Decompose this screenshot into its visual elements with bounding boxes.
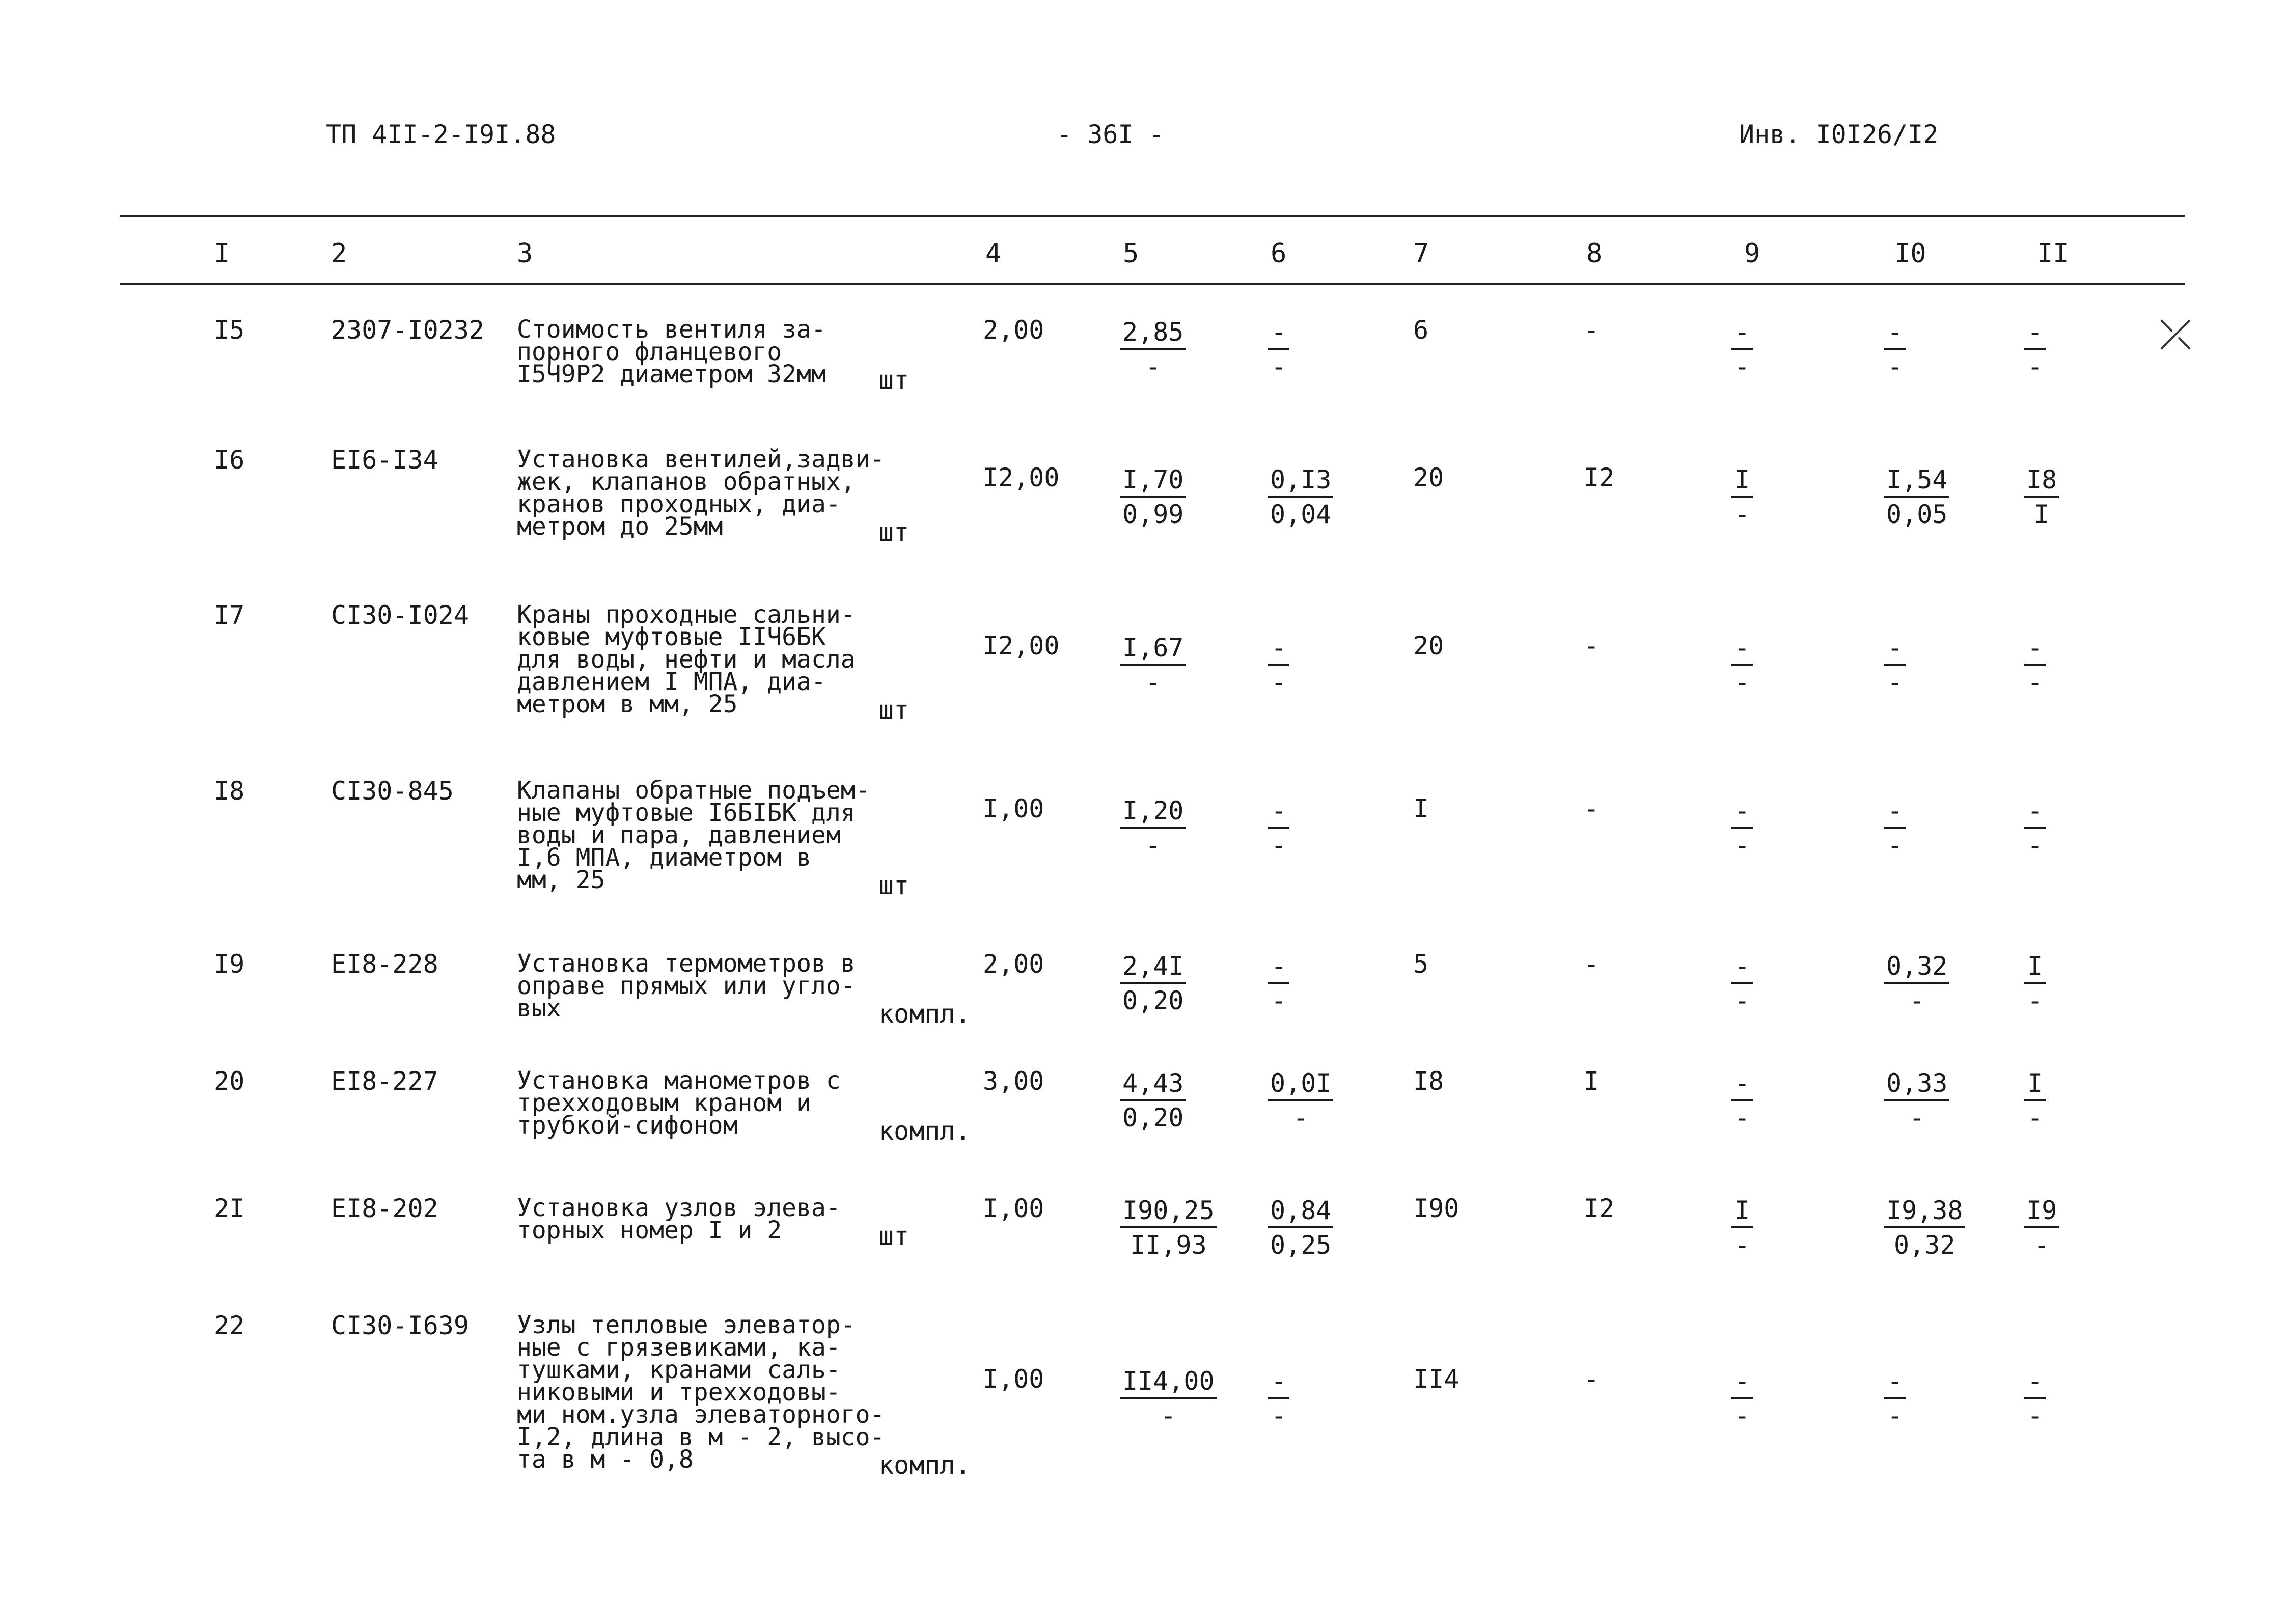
fraction-denominator: - bbox=[1887, 831, 1903, 860]
fraction-denominator: - bbox=[1734, 352, 1750, 381]
fraction-numerator: - bbox=[1884, 631, 1906, 666]
fraction-denominator: - bbox=[1887, 352, 1903, 381]
description-line: никовыми и трехходовы- bbox=[517, 1378, 841, 1407]
fraction-denominator: - bbox=[1293, 1103, 1309, 1133]
fraction-denominator: - bbox=[2027, 668, 2043, 697]
fraction-numerator: - bbox=[1268, 1364, 1289, 1399]
price-code: ЕI8-227 bbox=[331, 1066, 438, 1096]
column-7-value: 5 bbox=[1413, 949, 1429, 979]
fraction-cell bbox=[1884, 1194, 1965, 1262]
unit-of-measure: шт bbox=[878, 695, 910, 725]
column-header: 7 bbox=[1413, 238, 1429, 269]
fraction-numerator: 2,4I bbox=[1120, 949, 1186, 984]
fraction-cell bbox=[1731, 463, 1753, 531]
unit-of-measure: шт bbox=[878, 517, 910, 547]
price-code: СI30-845 bbox=[331, 776, 454, 806]
description-line: Установка узлов элева- bbox=[517, 1194, 841, 1222]
work-description bbox=[517, 1311, 885, 1474]
table-header-rule bbox=[120, 283, 2185, 285]
fraction-numerator: - bbox=[1884, 794, 1906, 829]
column-header: 3 bbox=[517, 238, 533, 269]
fraction-cell bbox=[1884, 1364, 1906, 1433]
fraction-numerator: - bbox=[1884, 1364, 1906, 1399]
description-line: та в м - 0,8 bbox=[517, 1445, 694, 1474]
fraction-cell bbox=[1731, 631, 1753, 699]
description-line: ные муфтовые I6БIБК для bbox=[517, 799, 856, 827]
fraction-denominator: - bbox=[1734, 986, 1750, 1015]
quantity: I,00 bbox=[983, 1194, 1044, 1223]
description-line: Установка термометров в bbox=[517, 949, 856, 978]
price-code: ЕI8-228 bbox=[331, 949, 438, 979]
description-line: Установка манометров с bbox=[517, 1066, 841, 1095]
fraction-cell bbox=[1731, 315, 1753, 383]
description-line: кранов проходных, диа- bbox=[517, 490, 841, 518]
fraction-cell bbox=[1884, 315, 1906, 383]
fraction-denominator: - bbox=[2027, 1103, 2043, 1133]
fraction-cell bbox=[1884, 794, 1906, 862]
description-line: жек, клапанов обратных, bbox=[517, 467, 856, 496]
fraction-numerator: I9 bbox=[2024, 1194, 2059, 1228]
column-header: 6 bbox=[1271, 238, 1287, 269]
column-8-value: I bbox=[1584, 1066, 1600, 1096]
column-header: 8 bbox=[1586, 238, 1603, 269]
column-7-value: I8 bbox=[1413, 1066, 1444, 1096]
fraction-numerator: I bbox=[2024, 949, 2046, 984]
fraction-numerator: I,54 bbox=[1884, 463, 1949, 498]
column-7-value: I bbox=[1413, 794, 1429, 823]
description-line: Краны проходные сальни- bbox=[517, 600, 856, 629]
fraction-numerator: - bbox=[2024, 1364, 2046, 1399]
fraction-cell bbox=[1731, 1066, 1753, 1135]
description-line: вых bbox=[517, 994, 561, 1023]
fraction-numerator: - bbox=[1731, 794, 1753, 829]
fraction-cell bbox=[1884, 949, 1949, 1017]
description-line: оправе прямых или угло- bbox=[517, 972, 856, 1000]
unit-of-measure: шт bbox=[878, 871, 910, 900]
fraction-denominator: - bbox=[1734, 1401, 1750, 1430]
work-description bbox=[517, 600, 856, 719]
fraction-cell bbox=[1120, 794, 1186, 862]
work-description bbox=[517, 445, 885, 541]
fraction-denominator: - bbox=[2027, 1401, 2043, 1430]
column-8-value: - bbox=[1584, 315, 1600, 345]
row-number: I5 bbox=[214, 315, 245, 345]
fraction-numerator: - bbox=[2024, 315, 2046, 350]
fraction-cell bbox=[1731, 1194, 1753, 1262]
description-line: Стоимость вентиля за- bbox=[517, 315, 826, 344]
fraction-denominator: - bbox=[2027, 831, 2043, 860]
fraction-cell bbox=[2024, 794, 2046, 862]
fraction-cell bbox=[1884, 1066, 1949, 1135]
fraction-denominator: 0,20 bbox=[1122, 1103, 1184, 1133]
column-8-value: - bbox=[1584, 949, 1600, 979]
fraction-cell bbox=[1120, 1194, 1217, 1262]
fraction-denominator: - bbox=[1145, 831, 1161, 860]
column-8-value: I2 bbox=[1584, 463, 1615, 492]
description-line: для воды, нефти и масла bbox=[517, 645, 856, 674]
fraction-denominator: - bbox=[1145, 352, 1161, 381]
unit-of-measure: компл. bbox=[878, 1450, 971, 1480]
description-line: Узлы тепловые элеватор- bbox=[517, 1311, 856, 1339]
fraction-cell bbox=[1268, 1364, 1289, 1433]
inventory-number: Инв. I0I26/I2 bbox=[1739, 120, 1939, 149]
fraction-cell bbox=[2024, 1364, 2046, 1433]
fraction-numerator: I90,25 bbox=[1120, 1194, 1217, 1228]
fraction-denominator: - bbox=[1271, 831, 1287, 860]
column-header: I bbox=[214, 238, 230, 269]
description-line: I5Ч9Р2 диаметром 32мм bbox=[517, 360, 826, 389]
row-number: I8 bbox=[214, 776, 245, 806]
fraction-cell bbox=[1268, 463, 1333, 531]
fraction-denominator: 0,32 bbox=[1894, 1230, 1956, 1260]
fraction-denominator: - bbox=[2027, 986, 2043, 1015]
price-code: ЕI6-I34 bbox=[331, 445, 438, 475]
fraction-numerator: 0,I3 bbox=[1268, 463, 1333, 498]
fraction-cell bbox=[1731, 949, 1753, 1017]
work-description bbox=[517, 315, 826, 389]
price-code: СI30-I024 bbox=[331, 600, 469, 630]
price-code: ЕI8-202 bbox=[331, 1194, 438, 1223]
column-8-value: - bbox=[1584, 631, 1600, 660]
description-line: метром в мм, 25 bbox=[517, 690, 738, 719]
fraction-cell bbox=[1268, 1066, 1333, 1135]
fraction-denominator: - bbox=[1271, 352, 1287, 381]
document-code: ТП 4II-2-I9I.88 bbox=[326, 120, 556, 149]
fraction-numerator: 0,0I bbox=[1268, 1066, 1333, 1101]
fraction-cell bbox=[1268, 1194, 1333, 1262]
fraction-numerator: 0,84 bbox=[1268, 1194, 1333, 1228]
column-7-value: 6 bbox=[1413, 315, 1429, 345]
fraction-cell bbox=[1120, 463, 1186, 531]
fraction-cell bbox=[2024, 315, 2046, 383]
quantity: I2,00 bbox=[983, 463, 1060, 492]
fraction-cell bbox=[2024, 1066, 2046, 1135]
fraction-denominator: - bbox=[1909, 986, 1925, 1015]
fraction-cell bbox=[1120, 1364, 1217, 1433]
quantity: I,00 bbox=[983, 794, 1044, 823]
fraction-denominator: - bbox=[1734, 668, 1750, 697]
fraction-denominator: - bbox=[2034, 1230, 2050, 1260]
column-7-value: I90 bbox=[1413, 1194, 1459, 1223]
description-line: I,2, длина в м - 2, высо- bbox=[517, 1423, 885, 1451]
fraction-denominator: 0,05 bbox=[1886, 500, 1948, 529]
margin-check-mark: ⤫ bbox=[2159, 311, 2192, 358]
fraction-numerator: - bbox=[1731, 1066, 1753, 1101]
work-description bbox=[517, 1066, 841, 1140]
fraction-denominator: 0,20 bbox=[1122, 986, 1184, 1015]
description-line: ковые муфтовые IIЧ6БК bbox=[517, 623, 826, 651]
fraction-denominator: - bbox=[1734, 500, 1750, 529]
fraction-numerator: - bbox=[1268, 794, 1289, 829]
fraction-numerator: I8 bbox=[2024, 463, 2059, 498]
fraction-denominator: - bbox=[1734, 831, 1750, 860]
column-8-value: - bbox=[1584, 1364, 1600, 1394]
row-number: I6 bbox=[214, 445, 245, 475]
page-number: - 36I - bbox=[1057, 120, 1164, 149]
fraction-cell bbox=[2024, 631, 2046, 699]
fraction-denominator: - bbox=[1271, 668, 1287, 697]
fraction-denominator: I bbox=[2034, 500, 2050, 529]
row-number: I9 bbox=[214, 949, 245, 979]
description-line: мм, 25 bbox=[517, 866, 605, 894]
fraction-numerator: - bbox=[2024, 631, 2046, 666]
column-8-value: I2 bbox=[1584, 1194, 1615, 1223]
fraction-numerator: - bbox=[1731, 315, 1753, 350]
quantity: I2,00 bbox=[983, 631, 1060, 660]
column-header: I0 bbox=[1894, 238, 1926, 269]
work-description bbox=[517, 949, 856, 1023]
fraction-cell bbox=[1120, 315, 1186, 383]
fraction-numerator: - bbox=[2024, 794, 2046, 829]
description-line: метром до 25мм bbox=[517, 512, 723, 541]
fraction-cell bbox=[1731, 1364, 1753, 1433]
column-header: 4 bbox=[985, 238, 1002, 269]
fraction-numerator: 4,43 bbox=[1120, 1066, 1186, 1101]
fraction-denominator: 0,04 bbox=[1270, 500, 1332, 529]
fraction-numerator: I,67 bbox=[1120, 631, 1186, 666]
fraction-numerator: - bbox=[1268, 631, 1289, 666]
fraction-denominator: - bbox=[1271, 986, 1287, 1015]
fraction-denominator: 0,99 bbox=[1122, 500, 1184, 529]
fraction-denominator: - bbox=[1271, 1401, 1287, 1430]
column-header: 2 bbox=[331, 238, 347, 269]
fraction-cell bbox=[1731, 794, 1753, 862]
fraction-numerator: - bbox=[1731, 1364, 1753, 1399]
column-7-value: 20 bbox=[1413, 631, 1444, 660]
quantity: I,00 bbox=[983, 1364, 1044, 1394]
fraction-cell bbox=[1268, 794, 1289, 862]
fraction-numerator: I bbox=[2024, 1066, 2046, 1101]
fraction-denominator: - bbox=[1887, 668, 1903, 697]
row-number: 2I bbox=[214, 1194, 245, 1223]
column-7-value: II4 bbox=[1413, 1364, 1459, 1394]
description-line: трехходовым краном и bbox=[517, 1089, 811, 1117]
fraction-denominator: - bbox=[1734, 1230, 1750, 1260]
fraction-denominator: - bbox=[2027, 352, 2043, 381]
unit-of-measure: шт bbox=[878, 1221, 910, 1251]
fraction-denominator: - bbox=[1161, 1401, 1176, 1430]
fraction-cell bbox=[1268, 315, 1289, 383]
description-line: трубкой-сифоном bbox=[517, 1111, 738, 1140]
fraction-numerator: I,70 bbox=[1120, 463, 1186, 498]
work-description bbox=[517, 776, 870, 894]
fraction-cell bbox=[1120, 949, 1186, 1017]
description-line: тушками, кранами саль- bbox=[517, 1356, 841, 1384]
unit-of-measure: компл. bbox=[878, 999, 971, 1029]
price-code: СI30-I639 bbox=[331, 1311, 469, 1340]
column-7-value: 20 bbox=[1413, 463, 1444, 492]
fraction-numerator: I,20 bbox=[1120, 794, 1186, 829]
unit-of-measure: шт bbox=[878, 365, 910, 395]
fraction-numerator: - bbox=[1884, 315, 1906, 350]
fraction-cell bbox=[2024, 949, 2046, 1017]
fraction-numerator: 2,85 bbox=[1120, 315, 1186, 350]
fraction-numerator: I bbox=[1731, 463, 1753, 498]
column-header: 9 bbox=[1744, 238, 1760, 269]
quantity: 2,00 bbox=[983, 315, 1044, 345]
fraction-cell bbox=[1884, 631, 1906, 699]
fraction-denominator: - bbox=[1909, 1103, 1925, 1133]
fraction-numerator: 0,33 bbox=[1884, 1066, 1949, 1101]
fraction-numerator: I bbox=[1731, 1194, 1753, 1228]
fraction-numerator: - bbox=[1731, 949, 1753, 984]
fraction-numerator: - bbox=[1268, 315, 1289, 350]
description-line: I,6 МПА, диаметром в bbox=[517, 843, 811, 872]
description-line: давлением I МПА, диа- bbox=[517, 668, 826, 696]
row-number: 22 bbox=[214, 1311, 245, 1340]
work-description bbox=[517, 1194, 841, 1245]
column-header: 5 bbox=[1123, 238, 1139, 269]
description-line: торных номер I и 2 bbox=[517, 1216, 782, 1245]
column-header: II bbox=[2037, 238, 2069, 269]
column-8-value: - bbox=[1584, 794, 1600, 823]
quantity: 2,00 bbox=[983, 949, 1044, 979]
fraction-numerator: II4,00 bbox=[1120, 1364, 1217, 1399]
fraction-cell bbox=[2024, 1194, 2059, 1262]
fraction-denominator: - bbox=[1734, 1103, 1750, 1133]
fraction-cell bbox=[1268, 949, 1289, 1017]
row-number: I7 bbox=[214, 600, 245, 630]
fraction-denominator: - bbox=[1887, 1401, 1903, 1430]
fraction-numerator: - bbox=[1268, 949, 1289, 984]
unit-of-measure: компл. bbox=[878, 1116, 971, 1146]
fraction-cell bbox=[1884, 463, 1949, 531]
table-top-rule bbox=[120, 215, 2185, 217]
fraction-denominator: II,93 bbox=[1130, 1230, 1207, 1260]
fraction-numerator: I9,38 bbox=[1884, 1194, 1965, 1228]
fraction-cell bbox=[1120, 1066, 1186, 1135]
fraction-cell bbox=[1268, 631, 1289, 699]
fraction-numerator: 0,32 bbox=[1884, 949, 1949, 984]
description-line: ми ном.узла элеваторного- bbox=[517, 1400, 885, 1429]
fraction-denominator: - bbox=[1145, 668, 1161, 697]
fraction-cell bbox=[2024, 463, 2059, 531]
description-line: воды и пара, давлением bbox=[517, 821, 841, 849]
description-line: ные с грязевиками, ка- bbox=[517, 1333, 841, 1362]
description-line: порного фланцевого bbox=[517, 338, 782, 366]
fraction-cell bbox=[1120, 631, 1186, 699]
row-number: 20 bbox=[214, 1066, 245, 1096]
fraction-denominator: 0,25 bbox=[1270, 1230, 1332, 1260]
price-code: 2307-I0232 bbox=[331, 315, 485, 345]
fraction-numerator: - bbox=[1731, 631, 1753, 666]
description-line: Клапаны обратные подъем- bbox=[517, 776, 870, 805]
description-line: Установка вентилей,задви- bbox=[517, 445, 885, 474]
quantity: 3,00 bbox=[983, 1066, 1044, 1096]
